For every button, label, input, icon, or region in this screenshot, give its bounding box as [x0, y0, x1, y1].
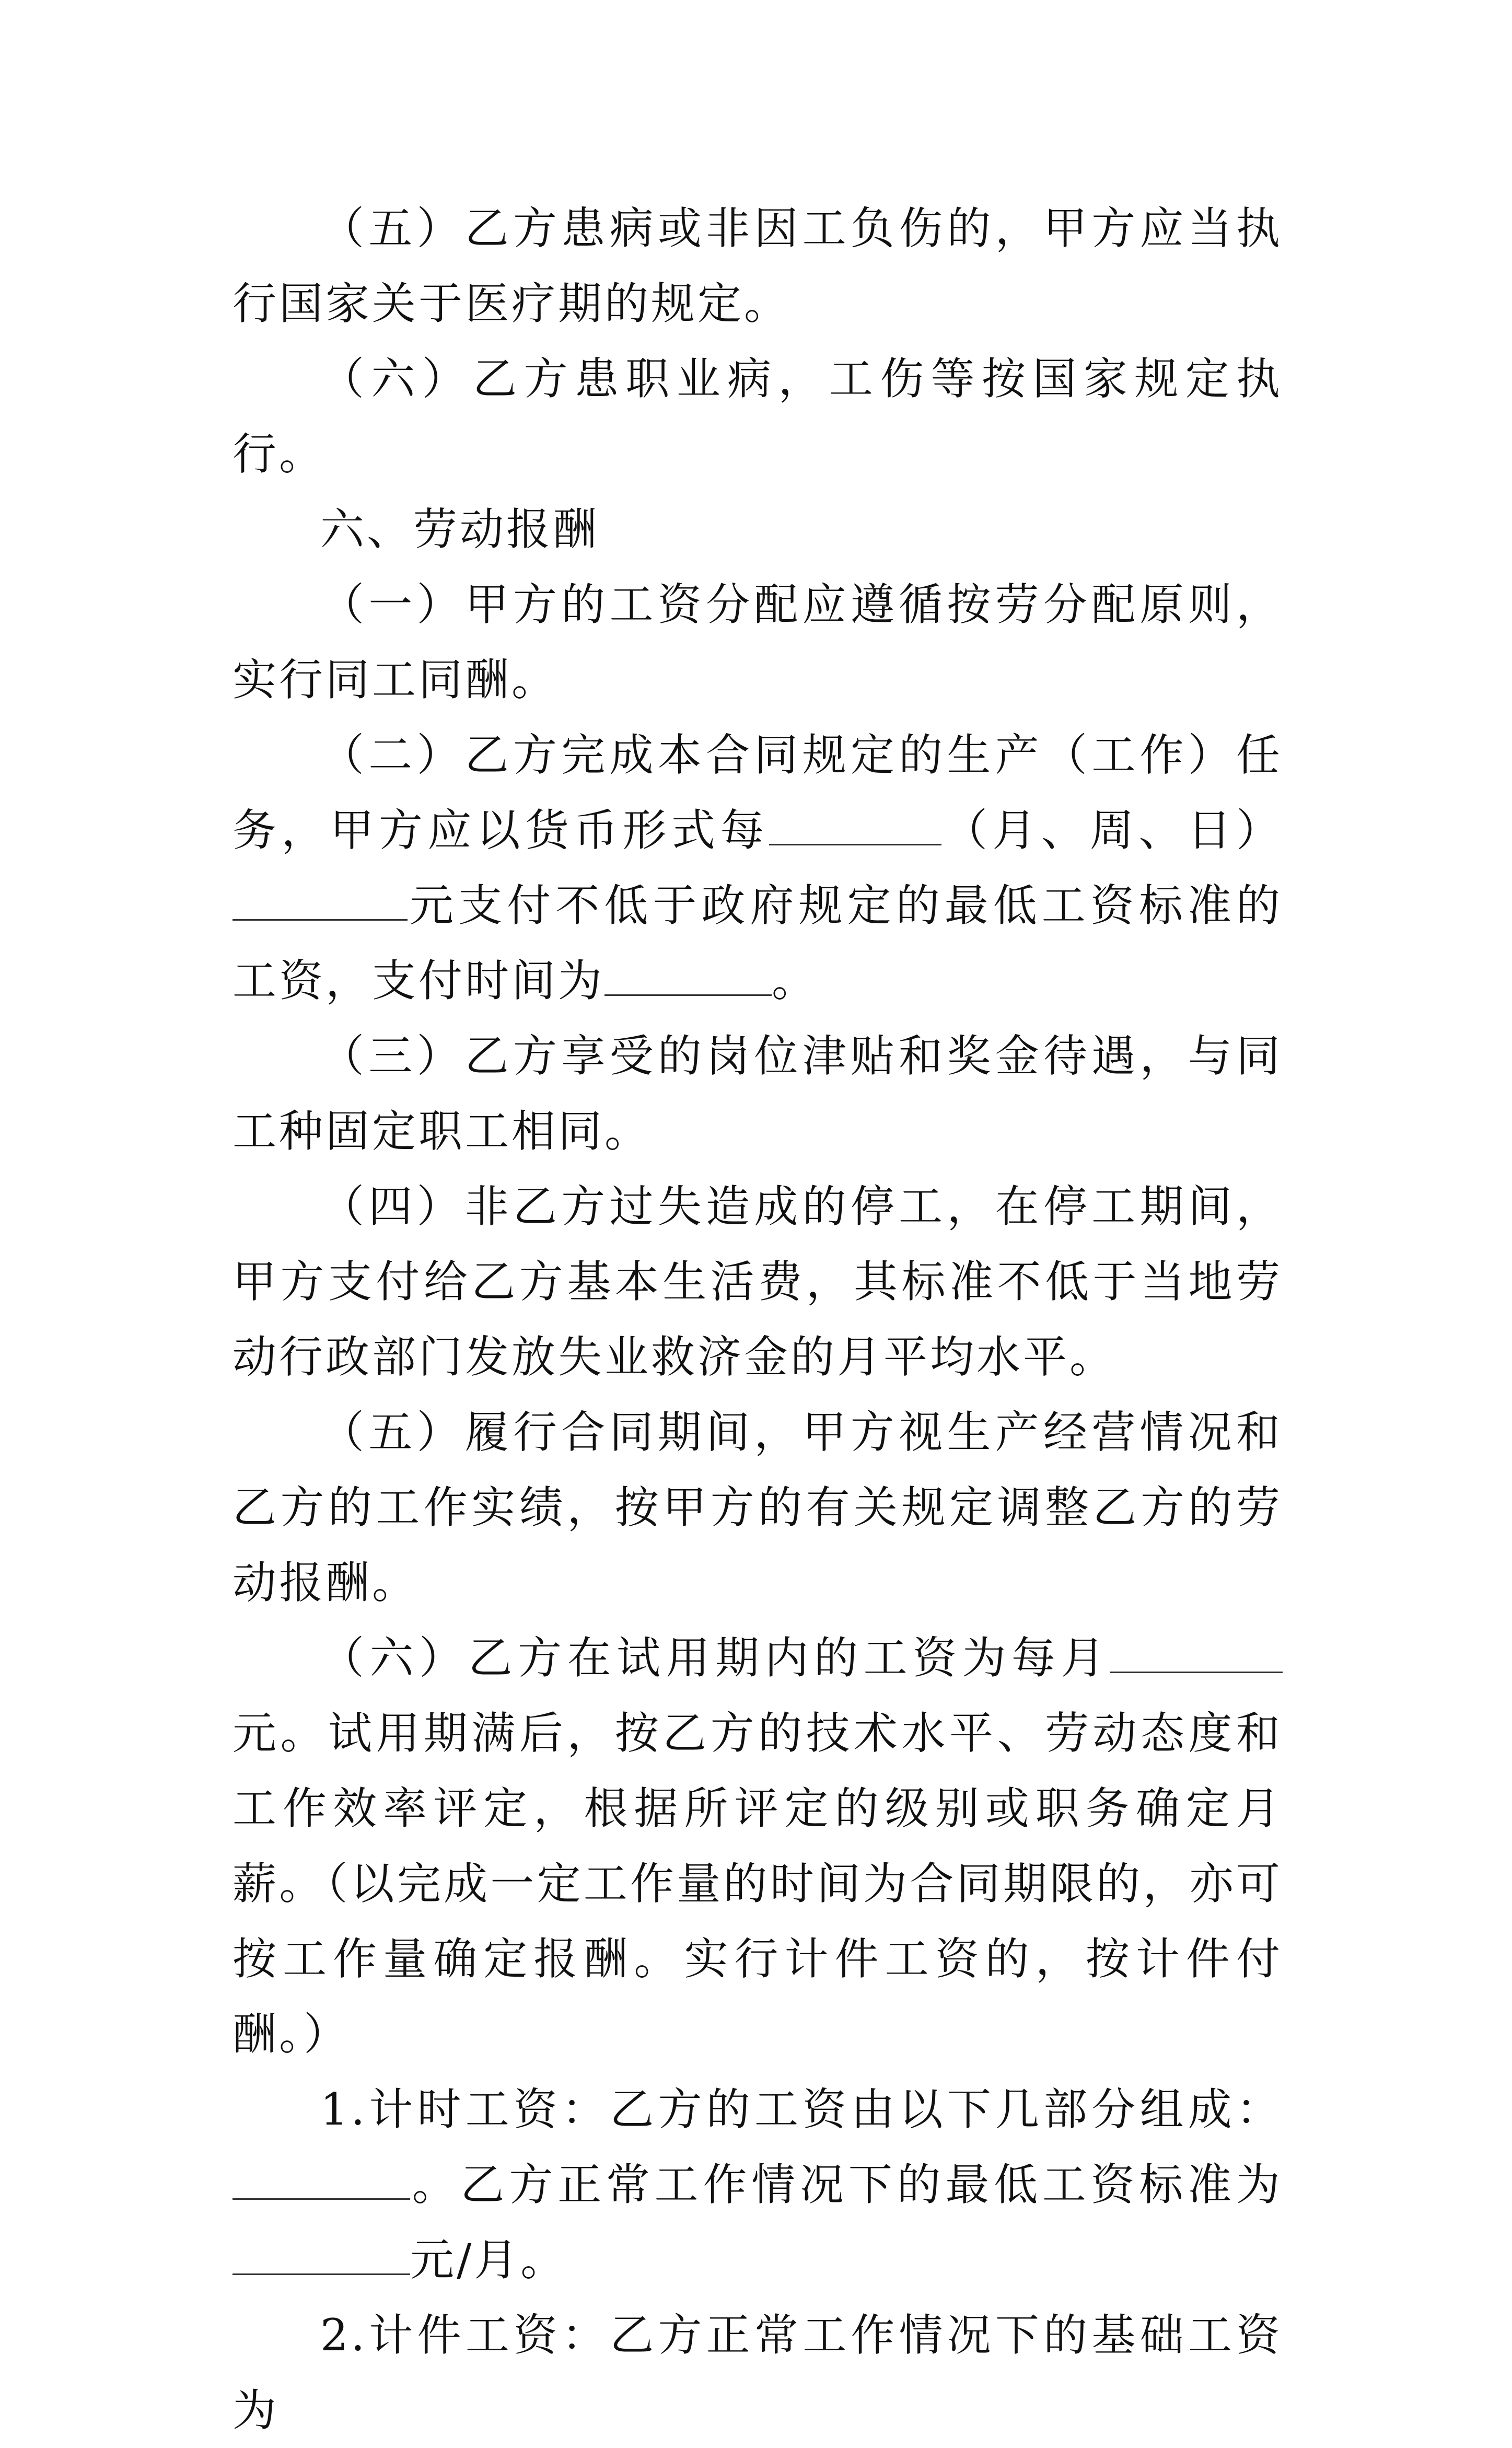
- paragraph-probation-wage: [232, 1620, 1283, 2072]
- probation-text-1: （六）乙方在试用期内的工资为每月: [320, 1632, 1110, 1684]
- paragraph-allowance-bonus: （三）乙方享受的岗位津贴和奖金待遇，与同工种固定职工相同。: [232, 1030, 1283, 1157]
- wage-payment-text-4: 。: [772, 955, 819, 1006]
- hourly-wage-text-1: 1.计时工资：乙方的工资由以下几部分组成：: [320, 2084, 1283, 2135]
- section-heading-labor-remuneration: 六、劳动报酬: [320, 504, 600, 555]
- probation-wage-blank[interactable]: [1110, 1635, 1283, 1673]
- hourly-wage-text-2: 。乙方正常工作情况下的最低工资标准为: [410, 2159, 1283, 2210]
- minimum-wage-blank[interactable]: [232, 2237, 410, 2275]
- paragraph-occupational-disease: （六）乙方患职业病，工伤等按国家规定执行。: [232, 353, 1283, 480]
- wage-payment-text-1: （二）乙方完成本合同规定的生产（工作）任务，甲方应以货币形式每: [232, 729, 1283, 856]
- paragraph-piece-wage: 2.计件工资：乙方正常工作情况下的基础工资为: [232, 2310, 1283, 2436]
- probation-text-2: 元。试用期满后，按乙方的技术水平、劳动态度和工作效率评定，根据所评定的级别或职务确定月薪。（以完成一定工作量的时间为合同期限的，亦可按工作量确定报酬。实行计件工资的，按计件付酬。）: [232, 1708, 1283, 2060]
- paragraph-wage-distribution: （一）甲方的工资分配应遵循按劳分配原则，实行同工同酬。: [232, 579, 1283, 705]
- paragraph-wage-payment: [232, 717, 1283, 1018]
- pay-time-blank[interactable]: [604, 958, 772, 996]
- paragraph-sick-leave: （五）乙方患病或非因工负伤的，甲方应当执行国家关于医疗期的规定。: [232, 203, 1283, 329]
- document-body: [232, 191, 1283, 2448]
- wage-components-blank[interactable]: [232, 2162, 410, 2200]
- pay-amount-blank[interactable]: [232, 883, 408, 921]
- paragraph-work-stoppage: （四）非乙方过失造成的停工，在停工期间，甲方支付给乙方基本生活费，其标准不低于当地劳动行政部门发放失业救济金的月平均水平。: [232, 1181, 1283, 1383]
- pay-period-blank[interactable]: [769, 807, 941, 845]
- wage-payment-text-3: 元支付不低于政府规定的最低工资标准的工资，支付时间为: [232, 880, 1283, 1006]
- hourly-wage-text-3: 元/月。: [410, 2234, 567, 2285]
- wage-payment-text-2: （月、周、日）: [941, 805, 1283, 856]
- paragraph-remuneration-adjustment: （五）履行合同期间，甲方视生产经营情况和乙方的工作实绩，按甲方的有关规定调整乙方的劳动报酬。: [232, 1407, 1283, 1608]
- paragraph-hourly-wage: [232, 2072, 1283, 2298]
